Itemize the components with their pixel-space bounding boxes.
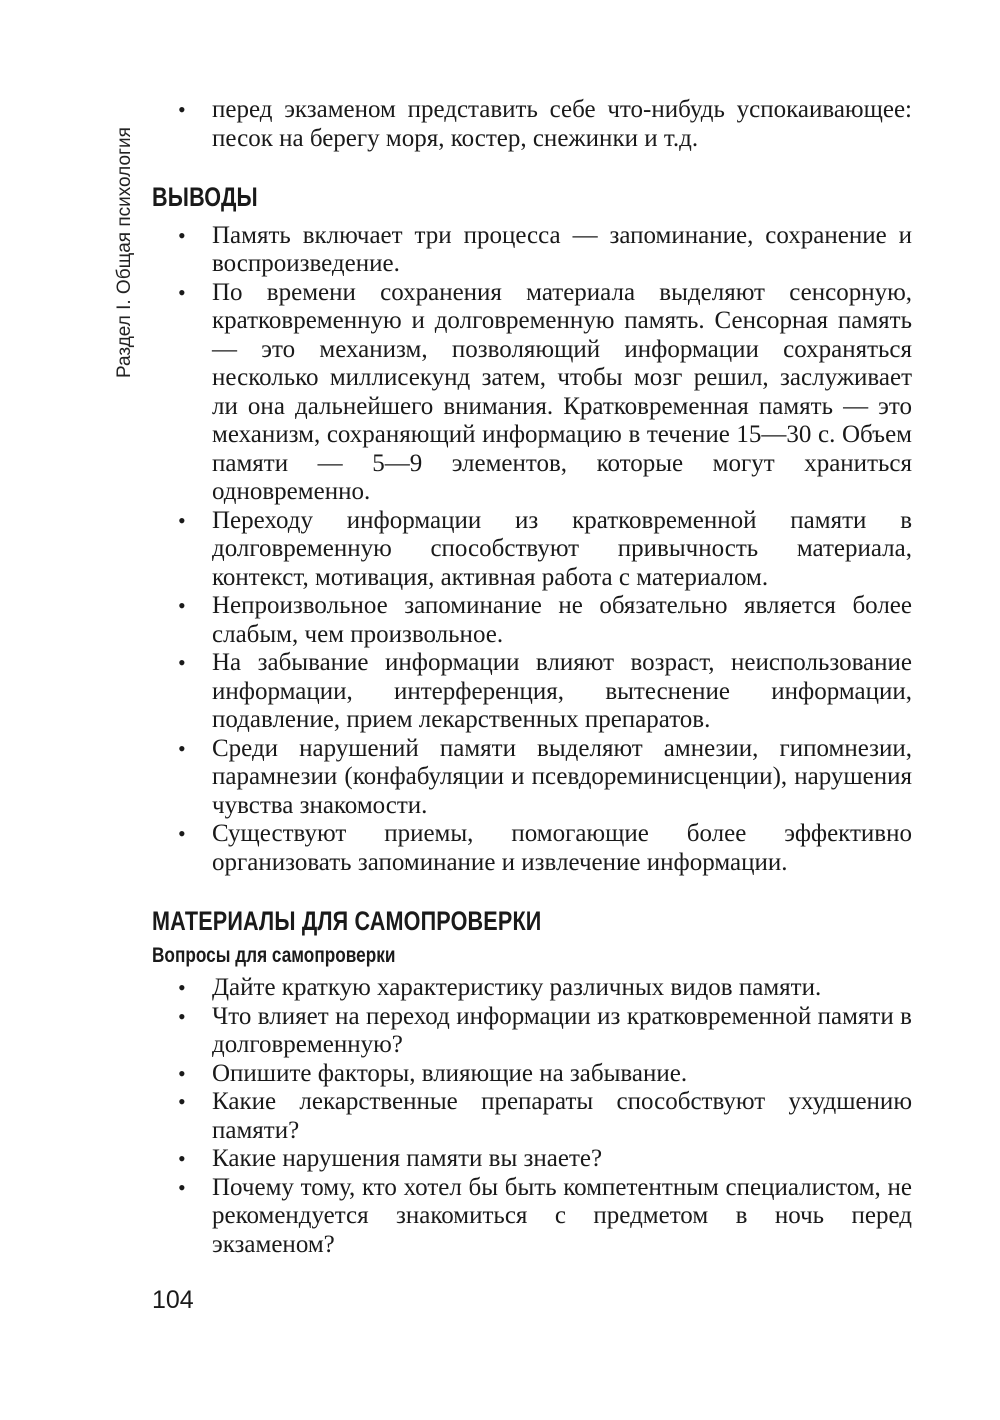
list-item	[152, 1060, 912, 1089]
bullet-icon: •	[178, 593, 186, 618]
running-head: Раздел I. Общая психология	[114, 127, 135, 378]
page-number: 104	[152, 1286, 194, 1314]
list-item-text: Память включает три процесса — запоминание, сохранение и воспроизведение.	[212, 221, 912, 277]
bullet-icon: •	[178, 821, 186, 846]
list-item-text: По времени сохранения материала выделяют сенсорную, кратковременную и долговременную память. Сенсорная память — это механизм, позволяющий информации сохраняться несколько миллисекунд затем, чтобы мозг решил, заслуживает ли она дальнейшего внимания. Кратковременная память — это механизм, сохраняющий информацию в течение 15—30 с. Объем памяти — 5—9 элементов, которые могут храниться одновременно.	[212, 278, 912, 505]
list-item-text: Почему тому, кто хотел бы быть компетентным специалистом, не рекомендуется знакомиться с предметом в ночь перед экзаменом?	[212, 1173, 912, 1258]
bullet-icon: •	[178, 735, 186, 761]
bullet-icon: •	[178, 1146, 186, 1171]
list-item-text: Дайте краткую характеристику различных видов памяти.	[212, 974, 822, 1001]
list-item-text: Непроизвольное запоминание не обязательно является более слабым, чем произвольное.	[212, 592, 912, 648]
page-content	[152, 96, 912, 1259]
bullet-icon: •	[178, 222, 186, 248]
list-item	[152, 279, 912, 507]
list-item	[152, 1145, 912, 1174]
list-item	[152, 1174, 912, 1260]
conclusions-list	[152, 222, 912, 878]
list-item	[152, 735, 912, 821]
list-item	[152, 96, 912, 153]
list-item	[152, 1003, 912, 1060]
list-item	[152, 222, 912, 279]
list-item	[152, 1088, 912, 1145]
bullet-icon: •	[178, 97, 186, 122]
list-item-text: На забывание информации влияют возраст, неиспользование информации, интерференция, вытеснение информации, подавление, прием лекарственных препаратов.	[212, 649, 912, 733]
bullet-icon: •	[178, 975, 186, 1000]
list-item	[152, 507, 912, 593]
list-item-text: Что влияет на переход информации из кратковременной памяти в долговременную?	[212, 1002, 912, 1058]
self-check-heading: МАТЕРИАЛЫ ДЛЯ САМОПРОВЕРКИ	[152, 906, 542, 936]
conclusions-heading: ВЫВОДЫ	[152, 182, 258, 212]
list-item-text: перед экзаменом представить себе что-нибудь успокаивающее: песок на берегу моря, костер, снежинки и т.д.	[212, 96, 912, 152]
intro-list	[152, 96, 912, 153]
list-item-text: Какие лекарственные препараты способствуют ухудшению памяти?	[212, 1088, 912, 1144]
bullet-icon: •	[178, 650, 186, 675]
list-item-text: Среди нарушений памяти выделяют амнезии, гипомнезии, парамнезии (конфабуляции и псевдореминисценции), нарушения чувства знакомости.	[212, 734, 912, 819]
list-item-text: Опишите факторы, влияющие на забывание.	[212, 1059, 688, 1087]
list-item-text: Существуют приемы, помогающие более эффективно организовать запоминание и извлечение информации.	[212, 820, 912, 876]
list-item	[152, 592, 912, 649]
bullet-icon: •	[178, 1060, 186, 1086]
bullet-icon: •	[178, 507, 186, 533]
list-item	[152, 649, 912, 735]
questions-subheading: Вопросы для самопроверки	[152, 943, 396, 967]
bullet-icon: •	[178, 1174, 186, 1200]
questions-list	[152, 974, 912, 1259]
list-item	[152, 974, 912, 1003]
bullet-icon: •	[178, 1003, 186, 1029]
bullet-icon: •	[178, 1089, 186, 1114]
list-item	[152, 820, 912, 877]
bullet-icon: •	[178, 279, 186, 305]
list-item-text: Какие нарушения памяти вы знаете?	[212, 1145, 603, 1172]
list-item-text: Переходу информации из кратковременной памяти в долговременную способствуют привычность материала, контекст, мотивация, активная работа с материалом.	[212, 506, 912, 591]
